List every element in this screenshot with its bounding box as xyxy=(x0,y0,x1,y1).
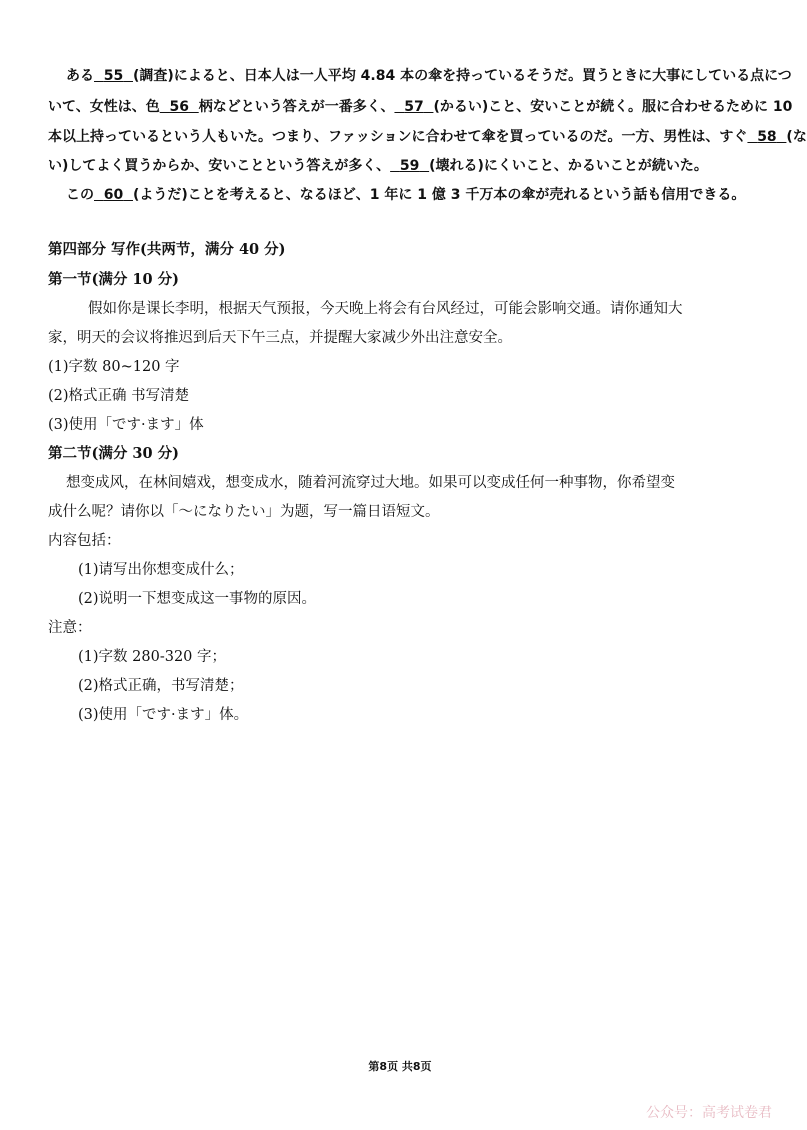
text: 柄などという答えが一番多く、 xyxy=(198,99,395,115)
passage-line-5 xyxy=(66,185,776,205)
section-2-title: 第二节(满分 30 分) xyxy=(48,445,179,462)
content-item-1: (1)请写出你想变成什么； xyxy=(78,562,244,578)
text: 本以上持っているという人もいた。つまり、ファッションに合わせて傘を買っているのだ。一方、男性は、すぐ xyxy=(48,129,748,145)
note-label: 注意： xyxy=(48,620,92,636)
note-item-3: (3)使用「です·ます」体。 xyxy=(78,707,249,723)
section-1-prompt-line-1: 假如你是课长李明，根据天气预报，今天晚上将会有台风经过，可能会影响交通。请你通知大 xyxy=(88,301,683,317)
text: いて、女性は、色 xyxy=(48,99,160,115)
blank-58 xyxy=(747,129,786,145)
text: (壊れる)にくいこと、かるいことが続いた。 xyxy=(429,158,708,174)
text: (ようだ)ことを考えると、なるほど、1 年に 1 億 3 千万本の傘が売れるという話も信用できる。 xyxy=(132,187,746,203)
page-footer: 第8页 共8页 xyxy=(368,1060,432,1073)
section-2-prompt-line-1: 想变成风，在林间嬉戏，想变成水，随着河流穿过大地。如果可以变成任何一种事物，你希望变 xyxy=(66,475,675,491)
content-item-2: (2)说明一下想变成这一事物的原因。 xyxy=(78,591,317,607)
hint-58: (な xyxy=(786,129,807,145)
part-title: 第四部分 写作(共两节，满分 40 分) xyxy=(48,241,286,258)
note-item-2: (2)格式正确，书写清楚； xyxy=(78,678,244,694)
blank-number: 58 xyxy=(757,129,777,145)
blank-number: 55 xyxy=(103,68,124,84)
note-item-1: (1)字数 280-320 字； xyxy=(78,649,227,665)
text: ある xyxy=(66,68,94,84)
text: い)してよく買うからか、安いことという答えが多く、 xyxy=(48,158,391,174)
passage-line-2 xyxy=(48,97,793,117)
section-1-title: 第一节(满分 10 分) xyxy=(48,271,179,288)
blank-number: 60 xyxy=(103,187,124,203)
blank-number: 56 xyxy=(169,99,189,115)
passage-line-4 xyxy=(48,156,758,176)
hint-55: (調査 xyxy=(132,68,168,84)
text: )によると、日本人は一人平均 4.84 本の傘を持っているそうだ。買うときに大事にしている点につ xyxy=(167,68,792,84)
text: )こと、安いことが続く。服に合わせるために 10 xyxy=(481,99,793,115)
passage-line-1 xyxy=(66,66,792,86)
section-1-requirement-1: (1)字数 80~120 字 xyxy=(48,359,180,375)
blank-55 xyxy=(94,68,133,84)
passage-line-3 xyxy=(48,127,807,147)
blank-number: 59 xyxy=(399,158,420,174)
text: この xyxy=(66,187,94,203)
blank-57 xyxy=(394,99,433,115)
blank-59 xyxy=(390,158,429,174)
section-1-requirement-3: (3)使用「です·ます」体 xyxy=(48,417,204,433)
section-2-prompt-line-2: 成什么呢？请你以「～になりたい」为题，写一篇日语短文。 xyxy=(48,504,440,520)
content-label: 内容包括： xyxy=(48,533,121,549)
section-1-prompt-line-2: 家，明天的会议将推迟到后天下午三点，并提醒大家减少外出注意安全。 xyxy=(48,330,512,346)
blank-number: 57 xyxy=(404,99,424,115)
watermark: 公众号：高考试卷君 xyxy=(646,1105,772,1121)
hint-57: (かるい xyxy=(433,99,482,115)
blank-60 xyxy=(94,187,133,203)
section-1-requirement-2: (2)格式正确 书写清楚 xyxy=(48,388,190,404)
blank-56 xyxy=(160,99,199,115)
